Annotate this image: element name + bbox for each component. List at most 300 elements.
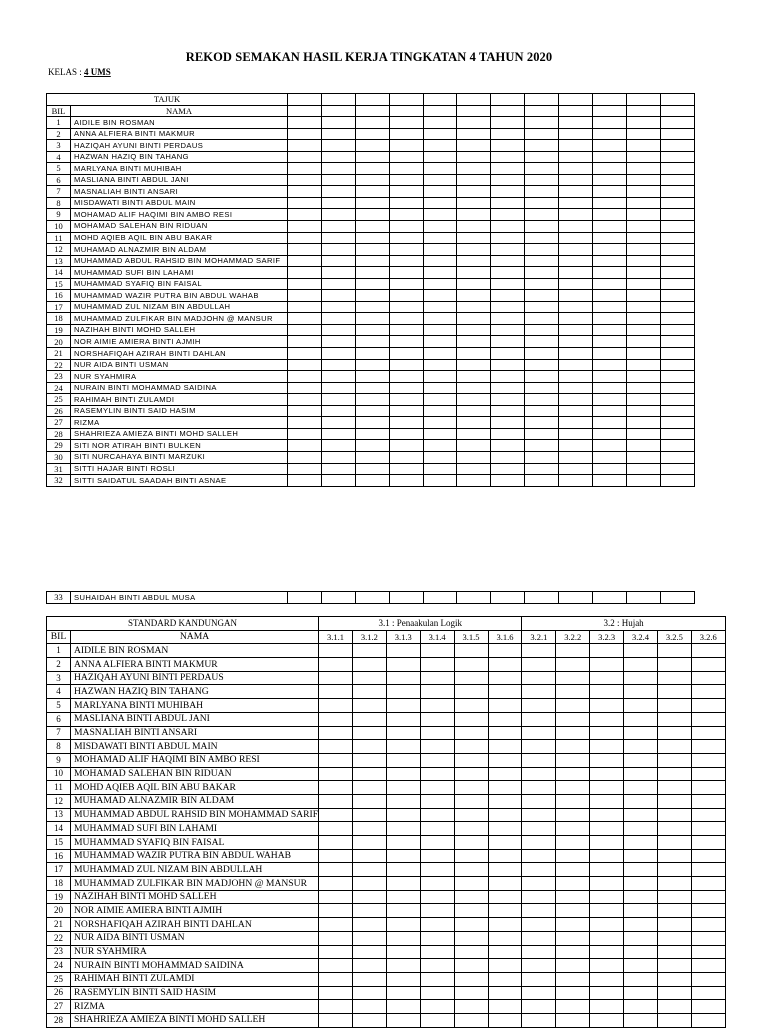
check-cell	[352, 972, 386, 986]
check-cell	[590, 836, 624, 850]
check-cell	[590, 781, 624, 795]
check-cell	[657, 644, 691, 658]
check-cell	[355, 278, 389, 290]
check-cell	[423, 394, 457, 406]
check-cell	[556, 849, 590, 863]
check-cell	[559, 174, 593, 186]
check-cell	[556, 904, 590, 918]
check-cell	[525, 382, 559, 394]
check-cell	[355, 163, 389, 175]
check-cell	[454, 794, 488, 808]
check-cell	[593, 348, 627, 360]
check-cell	[624, 658, 658, 672]
check-cell	[319, 945, 353, 959]
check-cell	[491, 151, 525, 163]
check-cell	[624, 712, 658, 726]
check-cell	[355, 94, 389, 106]
check-cell	[491, 382, 525, 394]
table-row	[47, 1000, 726, 1014]
check-cell	[590, 685, 624, 699]
table-row	[47, 945, 726, 959]
check-cell	[352, 904, 386, 918]
table-row	[47, 244, 695, 256]
check-cell	[288, 186, 322, 198]
check-cell	[386, 972, 420, 986]
check-cell	[691, 712, 725, 726]
check-cell	[522, 685, 556, 699]
check-cell	[525, 451, 559, 463]
check-cell	[423, 128, 457, 140]
check-cell	[657, 945, 691, 959]
check-cell	[660, 394, 694, 406]
check-cell	[559, 336, 593, 348]
check-cell	[352, 781, 386, 795]
table-row	[47, 794, 726, 808]
check-cell	[660, 209, 694, 221]
check-cell	[488, 1013, 522, 1027]
table-row	[47, 986, 726, 1000]
check-cell	[657, 877, 691, 891]
check-cell	[491, 475, 525, 487]
check-cell	[488, 699, 522, 713]
check-cell	[319, 822, 353, 836]
check-cell	[556, 836, 590, 850]
check-cell	[691, 863, 725, 877]
name-cell: NUR AIDA BINTI USMAN	[71, 359, 288, 371]
check-cell	[556, 685, 590, 699]
table-row	[47, 151, 695, 163]
check-cell	[288, 394, 322, 406]
table-row	[47, 232, 695, 244]
check-cell	[288, 371, 322, 383]
check-cell	[522, 794, 556, 808]
check-cell	[454, 699, 488, 713]
check-cell	[691, 822, 725, 836]
check-cell	[355, 117, 389, 129]
check-cell	[624, 767, 658, 781]
check-cell	[522, 671, 556, 685]
check-cell	[321, 163, 355, 175]
name-cell: MUHAMAD ALNAZMIR BIN ALDAM	[71, 794, 319, 808]
check-cell	[352, 877, 386, 891]
name-cell: NUR SYAHMIRA	[71, 945, 319, 959]
bil-cell: 33	[47, 592, 71, 604]
check-cell	[488, 890, 522, 904]
check-cell	[491, 313, 525, 325]
check-cell	[321, 451, 355, 463]
check-cell	[559, 394, 593, 406]
check-cell	[386, 890, 420, 904]
bil-cell: 14	[47, 822, 71, 836]
name-cell: RASEMYLIN BINTI SAID HASIM	[71, 405, 288, 417]
check-cell	[559, 428, 593, 440]
check-cell	[491, 117, 525, 129]
check-cell	[626, 463, 660, 475]
check-cell	[321, 209, 355, 221]
check-cell	[691, 685, 725, 699]
check-cell	[691, 767, 725, 781]
check-cell	[624, 822, 658, 836]
bil-cell: 6	[47, 174, 71, 186]
check-cell	[321, 336, 355, 348]
check-cell	[660, 451, 694, 463]
check-cell	[691, 890, 725, 904]
check-cell	[525, 267, 559, 279]
table-row	[47, 972, 726, 986]
check-cell	[593, 336, 627, 348]
bil-cell: 21	[47, 918, 71, 932]
check-cell	[626, 278, 660, 290]
table-row	[47, 463, 695, 475]
check-cell	[457, 105, 491, 117]
check-cell	[556, 863, 590, 877]
check-cell	[488, 712, 522, 726]
check-cell	[491, 290, 525, 302]
check-cell	[454, 753, 488, 767]
check-cell	[556, 753, 590, 767]
check-cell	[423, 417, 457, 429]
check-cell	[590, 822, 624, 836]
check-cell	[556, 877, 590, 891]
table-row	[47, 863, 726, 877]
check-cell	[355, 336, 389, 348]
name-cell: SUHAIDAH BINTI ABDUL MUSA	[71, 592, 288, 604]
check-cell	[389, 209, 423, 221]
check-cell	[660, 348, 694, 360]
table-row	[47, 931, 726, 945]
name-cell: RAHIMAH BINTI ZULAMDI	[71, 394, 288, 406]
check-cell	[522, 863, 556, 877]
table-row	[47, 290, 695, 302]
check-cell	[321, 359, 355, 371]
check-cell	[420, 931, 454, 945]
check-cell	[559, 117, 593, 129]
check-cell	[556, 644, 590, 658]
check-cell	[321, 417, 355, 429]
check-cell	[454, 945, 488, 959]
table-row	[47, 197, 695, 209]
check-cell	[420, 644, 454, 658]
check-cell	[321, 428, 355, 440]
table-row	[47, 255, 695, 267]
check-cell	[660, 290, 694, 302]
check-cell	[355, 290, 389, 302]
name-cell: SITI NURCAHAYA BINTI MARZUKI	[71, 451, 288, 463]
check-cell	[556, 781, 590, 795]
check-cell	[488, 959, 522, 973]
check-cell	[288, 255, 322, 267]
check-cell	[355, 255, 389, 267]
check-cell	[624, 931, 658, 945]
name-cell: MUHAMMAD ZUL NIZAM BIN ABDULLAH	[71, 301, 288, 313]
check-cell	[624, 972, 658, 986]
check-cell	[590, 931, 624, 945]
check-cell	[321, 221, 355, 233]
check-cell	[624, 753, 658, 767]
check-cell	[626, 382, 660, 394]
check-cell	[420, 781, 454, 795]
check-cell	[389, 255, 423, 267]
bil-cell: 13	[47, 808, 71, 822]
name-cell: MOHAMAD ALIF HAQIMI BIN AMBO RESI	[71, 753, 319, 767]
check-cell	[624, 849, 658, 863]
check-cell	[352, 931, 386, 945]
check-cell	[590, 863, 624, 877]
subheader-cell: 3.2.4	[624, 630, 658, 644]
check-cell	[423, 359, 457, 371]
check-cell	[624, 945, 658, 959]
check-cell	[525, 348, 559, 360]
check-cell	[488, 931, 522, 945]
check-cell	[319, 986, 353, 1000]
check-cell	[491, 186, 525, 198]
check-cell	[556, 986, 590, 1000]
check-cell	[288, 128, 322, 140]
check-cell	[660, 267, 694, 279]
check-cell	[590, 726, 624, 740]
check-cell	[660, 313, 694, 325]
check-cell	[556, 794, 590, 808]
check-cell	[355, 232, 389, 244]
check-cell	[525, 221, 559, 233]
check-cell	[288, 163, 322, 175]
name-cell: MUHAMMAD ABDUL RAHSID BIN MOHAMMAD SARIF	[71, 808, 319, 822]
check-cell	[321, 313, 355, 325]
bil-cell: 4	[47, 685, 71, 699]
check-cell	[488, 877, 522, 891]
name-cell: NURAIN BINTI MOHAMMAD SAIDINA	[71, 959, 319, 973]
check-cell	[559, 359, 593, 371]
check-cell	[423, 440, 457, 452]
check-cell	[491, 348, 525, 360]
name-cell: MOHAMAD SALEHAN BIN RIDUAN	[71, 767, 319, 781]
check-cell	[491, 105, 525, 117]
check-cell	[626, 336, 660, 348]
check-cell	[288, 221, 322, 233]
check-cell	[457, 348, 491, 360]
table-row	[47, 394, 695, 406]
check-cell	[525, 301, 559, 313]
check-cell	[321, 301, 355, 313]
check-cell	[626, 174, 660, 186]
check-cell	[488, 972, 522, 986]
table-row	[47, 959, 726, 973]
check-cell	[454, 904, 488, 918]
check-cell	[657, 822, 691, 836]
table-row	[47, 918, 726, 932]
check-cell	[657, 972, 691, 986]
check-cell	[389, 371, 423, 383]
check-cell	[352, 849, 386, 863]
check-cell	[355, 394, 389, 406]
check-cell	[389, 174, 423, 186]
check-cell	[556, 726, 590, 740]
check-cell	[457, 232, 491, 244]
check-cell	[491, 451, 525, 463]
bil-cell: 17	[47, 301, 71, 313]
check-cell	[657, 781, 691, 795]
table-row	[47, 658, 726, 672]
check-cell	[386, 931, 420, 945]
check-cell	[352, 1000, 386, 1014]
check-cell	[590, 699, 624, 713]
check-cell	[457, 255, 491, 267]
check-cell	[559, 278, 593, 290]
check-cell	[491, 232, 525, 244]
table-row	[47, 313, 695, 325]
check-cell	[657, 699, 691, 713]
check-cell	[691, 849, 725, 863]
check-cell	[454, 1000, 488, 1014]
check-cell	[624, 986, 658, 1000]
check-cell	[454, 972, 488, 986]
check-cell	[525, 475, 559, 487]
check-cell	[660, 128, 694, 140]
check-cell	[691, 1000, 725, 1014]
name-cell: MOHAMAD SALEHAN BIN RIDUAN	[71, 221, 288, 233]
check-cell	[522, 767, 556, 781]
check-cell	[423, 371, 457, 383]
check-cell	[389, 417, 423, 429]
check-cell	[559, 244, 593, 256]
check-cell	[321, 475, 355, 487]
check-cell	[556, 931, 590, 945]
table-row	[47, 767, 726, 781]
check-cell	[319, 794, 353, 808]
check-cell	[457, 174, 491, 186]
check-cell	[522, 726, 556, 740]
check-cell	[556, 808, 590, 822]
check-cell	[321, 255, 355, 267]
check-cell	[525, 197, 559, 209]
bil-cell: 15	[47, 836, 71, 850]
check-cell	[389, 592, 423, 604]
check-cell	[352, 863, 386, 877]
name-cell: MOHD AQIEB AQIL BIN ABU BAKAR	[71, 232, 288, 244]
check-cell	[525, 290, 559, 302]
check-cell	[491, 592, 525, 604]
check-cell	[626, 359, 660, 371]
check-cell	[352, 644, 386, 658]
bil-cell: 22	[47, 931, 71, 945]
check-cell	[423, 324, 457, 336]
check-cell	[590, 904, 624, 918]
table-row	[47, 417, 695, 429]
bil-cell: 1	[47, 644, 71, 658]
subheader-cell: 3.1.6	[488, 630, 522, 644]
name-cell: SITTI HAJAR BINTI ROSLI	[71, 463, 288, 475]
check-cell	[593, 117, 627, 129]
header-group-hujah: 3.2 : Hujah	[522, 617, 725, 631]
check-cell	[454, 931, 488, 945]
check-cell	[525, 405, 559, 417]
check-cell	[423, 475, 457, 487]
check-cell	[488, 781, 522, 795]
check-cell	[491, 440, 525, 452]
bil-cell: 6	[47, 712, 71, 726]
name-cell: MUHAMMAD ZULFIKAR BIN MADJOHN @ MANSUR	[71, 313, 288, 325]
check-cell	[593, 371, 627, 383]
check-cell	[386, 959, 420, 973]
name-cell: MASLIANA BINTI ABDUL JANI	[71, 174, 288, 186]
check-cell	[457, 290, 491, 302]
subheader-cell: 3.1.3	[386, 630, 420, 644]
check-cell	[457, 197, 491, 209]
check-cell	[457, 117, 491, 129]
check-cell	[559, 140, 593, 152]
check-cell	[626, 94, 660, 106]
check-cell	[355, 301, 389, 313]
check-cell	[525, 371, 559, 383]
table-row	[47, 371, 695, 383]
check-cell	[319, 972, 353, 986]
name-cell: NURAIN BINTI MOHAMMAD SAIDINA	[71, 382, 288, 394]
check-cell	[525, 394, 559, 406]
check-cell	[389, 394, 423, 406]
check-cell	[457, 428, 491, 440]
check-cell	[321, 382, 355, 394]
check-cell	[288, 267, 322, 279]
table-row	[47, 440, 695, 452]
bil-cell: 2	[47, 128, 71, 140]
check-cell	[420, 1000, 454, 1014]
bil-cell: 28	[47, 428, 71, 440]
check-cell	[386, 1000, 420, 1014]
table-row	[47, 475, 695, 487]
check-cell	[626, 267, 660, 279]
check-cell	[288, 336, 322, 348]
check-cell	[657, 740, 691, 754]
check-cell	[488, 767, 522, 781]
check-cell	[525, 359, 559, 371]
check-cell	[491, 394, 525, 406]
check-cell	[559, 348, 593, 360]
check-cell	[389, 382, 423, 394]
check-cell	[657, 904, 691, 918]
check-cell	[288, 244, 322, 256]
check-cell	[525, 278, 559, 290]
check-cell	[491, 336, 525, 348]
check-cell	[321, 117, 355, 129]
check-cell	[590, 945, 624, 959]
check-cell	[386, 849, 420, 863]
check-cell	[389, 463, 423, 475]
check-cell	[559, 405, 593, 417]
header-bil: BIL	[47, 105, 71, 117]
check-cell	[657, 931, 691, 945]
check-cell	[660, 186, 694, 198]
check-cell	[352, 890, 386, 904]
check-cell	[657, 863, 691, 877]
check-cell	[525, 428, 559, 440]
check-cell	[559, 475, 593, 487]
check-cell	[352, 767, 386, 781]
check-cell	[491, 255, 525, 267]
check-cell	[488, 753, 522, 767]
check-cell	[288, 475, 322, 487]
check-cell	[488, 822, 522, 836]
check-cell	[593, 267, 627, 279]
table-row	[47, 740, 726, 754]
name-cell: MUHAMMAD ZUL NIZAM BIN ABDULLAH	[71, 863, 319, 877]
table-row	[47, 671, 726, 685]
check-cell	[386, 712, 420, 726]
subheader-cell: 3.1.2	[352, 630, 386, 644]
check-cell	[624, 781, 658, 795]
check-cell	[491, 267, 525, 279]
check-cell	[355, 209, 389, 221]
table-row	[47, 163, 695, 175]
